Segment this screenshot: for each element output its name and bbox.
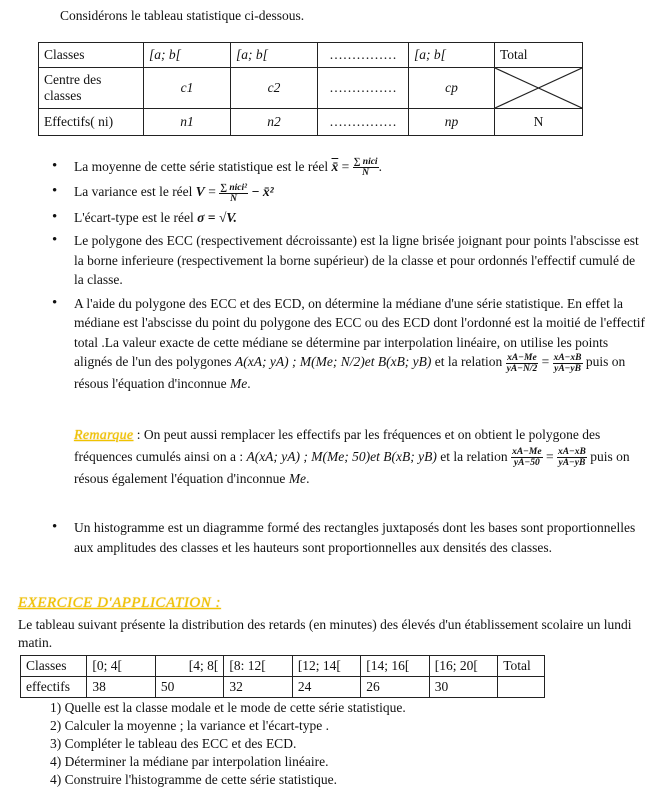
numerator: xA−Me [507, 352, 537, 363]
text: = [341, 159, 350, 174]
math: A(xA; yA) ; M(Me; 50)et B(xB; yB) [246, 449, 437, 464]
table-cell: Effectifs( ni) [39, 109, 144, 136]
questions-list [50, 699, 406, 789]
text: puis on résous également l'équation d'inconnue [74, 449, 630, 487]
intro-text: Considérons le tableau statistique ci-dessous. [60, 8, 305, 23]
table-cell: …………… [318, 43, 409, 68]
denominator: yA−50 [513, 458, 540, 469]
numerator: xA−Me [512, 447, 542, 458]
exercise-text: Le tableau suivant présente la distribution des retards (en minutes) des élevés d'un établissement scolaire un lundi matin. [18, 617, 632, 650]
text: : On peut aussi remplacer les effectifs par les fréquences et on obtient le polygone des fréquences cumulés ainsi on a : [74, 427, 601, 464]
list-item [50, 294, 648, 393]
math: Me [288, 471, 307, 487]
list-item: 3) Compléter le tableau des ECC et des ECD. [50, 736, 297, 751]
definitions-list [50, 157, 648, 397]
denominator: yA−N/2 [506, 363, 538, 374]
fraction [553, 353, 583, 374]
table-row [39, 43, 583, 68]
table-cell: …………… [318, 68, 409, 109]
list-item: 4) Déterminer la médiane par interpolation linéaire. [50, 754, 329, 769]
table-cell: Total [498, 656, 545, 677]
denominator: yA−yB [558, 458, 586, 469]
table-cell: 24 [292, 677, 360, 698]
table-cell: Classes [39, 43, 144, 68]
table-cell: …………… [318, 109, 409, 136]
math: A(xA; yA) ; M(Me; N/2)et B(xB; yB) [235, 354, 432, 370]
table-row [21, 677, 545, 698]
math: V [195, 184, 205, 200]
table-cell: 30 [429, 677, 497, 698]
table-cell: 50 [155, 677, 223, 698]
text: relation [461, 354, 503, 370]
exercise-title: EXERCICE D'APPLICATION : [18, 595, 221, 611]
cross-lines [495, 68, 582, 108]
table-cell: effectifs [21, 677, 87, 698]
text: = [208, 184, 216, 200]
list-item: 4) Construire l'histogramme de cette série statistique. [50, 772, 337, 787]
fraction [557, 447, 587, 468]
numerator: xA−xB [557, 447, 586, 458]
table-cell: Classes [21, 656, 87, 677]
table-cell: [a; b[ [144, 43, 231, 68]
table-cell: n1 [144, 109, 231, 136]
table-cell: Centre des classes [39, 68, 144, 109]
table-cell [498, 677, 545, 698]
table-cell: [a; b[ [231, 43, 318, 68]
list-item: 2) Calculer la moyenne ; la variance et l'écart-type . [50, 718, 330, 733]
list-item: • Le polygone des ECC (respectivement décroissante) est la ligne brisée joignant pour points l'abscisse est la borne inferieure (respectivement la borne supérieur) de la classe et pour ordonnés l'effectif cumulé de la classe. [50, 231, 648, 290]
text: La variance est le réel [74, 184, 193, 200]
table-cell: [8: 12[ [224, 656, 292, 677]
text: = [545, 449, 554, 464]
fraction [219, 183, 248, 204]
table-row [39, 68, 583, 109]
fraction [511, 447, 543, 468]
table-cell: 38 [87, 677, 155, 698]
table-cell: np [409, 109, 495, 136]
list-item [50, 182, 648, 203]
text: . [247, 375, 251, 391]
remark-title: Remarque [74, 428, 134, 443]
math: − x̄² [251, 184, 274, 200]
table-cell: c1 [144, 68, 231, 109]
list-item: 1) Quelle est la classe modale et le mode de cette série statistique. [50, 700, 406, 715]
denominator: N [230, 193, 238, 204]
math: Me [229, 375, 248, 391]
numerator: ∑ nici [353, 157, 378, 168]
table-cell: c2 [231, 68, 318, 109]
stat-table [38, 42, 583, 136]
text: L'écart-type est le réel [74, 209, 194, 225]
crossed-cell [495, 68, 583, 109]
table-cell: cp [409, 68, 495, 109]
text: = [541, 354, 550, 370]
table-cell: 32 [224, 677, 292, 698]
denominator: N [362, 168, 370, 179]
remark-block [74, 424, 639, 489]
denominator: yA−yB [554, 363, 581, 374]
table-cell: N [495, 109, 583, 136]
exercise-table [20, 655, 545, 698]
fraction [353, 157, 379, 178]
table-cell: n2 [231, 109, 318, 136]
table-cell: [a; b[ [409, 43, 495, 68]
text: et la relation [440, 449, 508, 464]
text: A l'aide du polygone des ECC et des ECD, on détermine la médiane d'une série statistique. En effet la médiane est l'abscisse du point du polygone des ECC ou des ECD dont l'ordonné est la moitié de l'effectif total .La valeur exacte de cette médiane se détermine par interpolation linéaire, on utilise les points alignés de l'un des polygones [74, 295, 645, 370]
list-item [50, 208, 648, 228]
fraction [506, 353, 539, 374]
text: La moyenne de cette série statistique est le réel [74, 159, 329, 174]
table-cell: [4; 8[ [155, 656, 223, 677]
text: . [378, 159, 382, 174]
numerator: ∑ nici² [220, 182, 247, 193]
numerator: xA−xB [553, 352, 582, 363]
table-cell: Total [495, 43, 583, 68]
table-cell: [0; 4[ [87, 656, 155, 677]
table-cell: 26 [361, 677, 429, 698]
text: puis on résous l'équation d'inconnue [74, 354, 626, 391]
text: . [306, 471, 310, 487]
math: σ = √V. [197, 209, 237, 225]
list-item: • Un histogramme est un diagramme formé des rectangles juxtaposés dont les bases sont proportionnelles aux amplitudes des classes et les hauteurs sont proportionnelles aux densités des classes. [50, 518, 648, 557]
table-row [21, 656, 545, 677]
table-row [39, 109, 583, 136]
text: et la [434, 354, 458, 370]
table-cell: [16; 20[ [429, 656, 497, 677]
math: x̄ [331, 159, 339, 174]
histogram-list [50, 518, 648, 561]
table-cell: [12; 14[ [292, 656, 360, 677]
table-cell: [14; 16[ [361, 656, 429, 677]
list-item [50, 157, 648, 178]
